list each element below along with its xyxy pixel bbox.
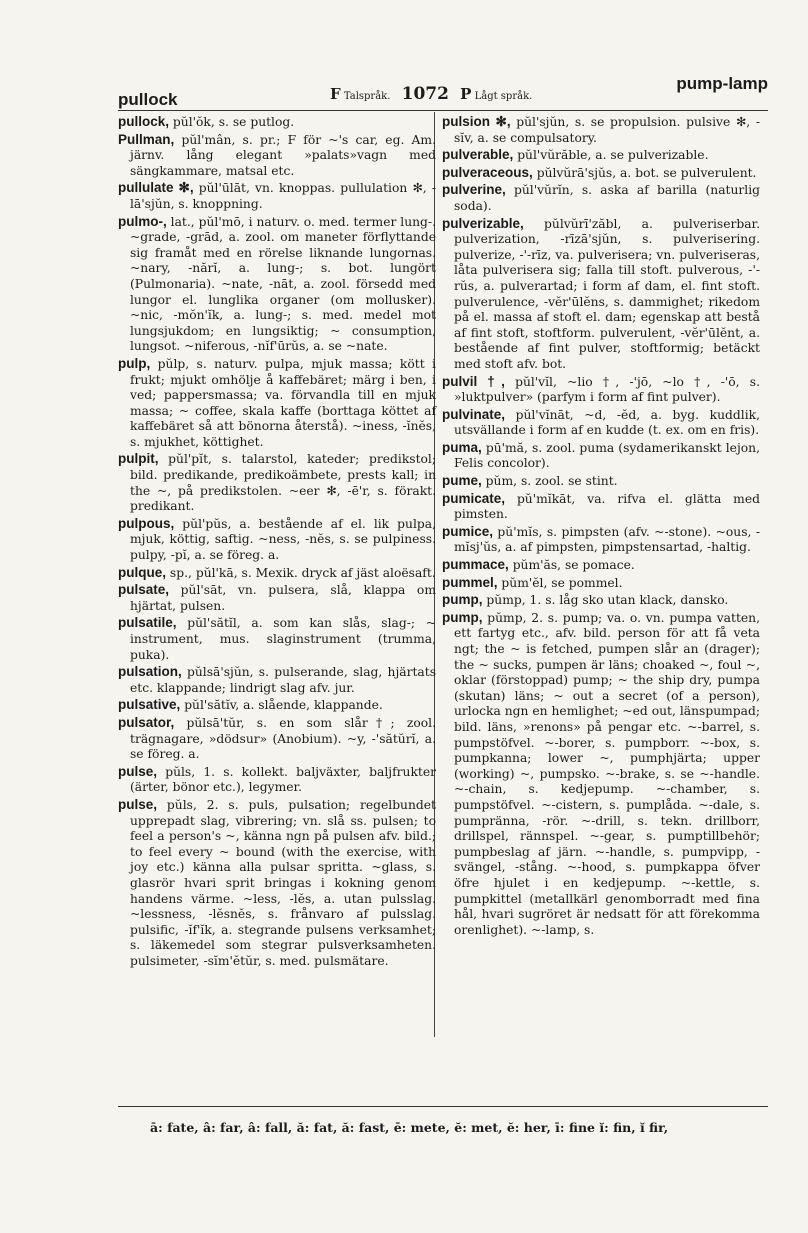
header-center bbox=[330, 84, 532, 104]
page-number: 1072 bbox=[401, 84, 449, 104]
headword: pulp, bbox=[118, 355, 151, 371]
pronunciation-key: ā: fate, â: far, â: fall, ă: fat, ă: fast, ē: mete, ĕ: met, ĕ: her, ī: fine ĭ: fin, ĭ fir, bbox=[150, 1120, 669, 1135]
definition: pŭls, 1. s. kollekt. baljväxter, baljfrukter (ärter, bönor etc.), legymer. bbox=[130, 764, 436, 795]
entry bbox=[442, 165, 760, 182]
right-column bbox=[442, 114, 760, 939]
definition: pŭl'pŭs, a. bestående af el. lik pulpa, mjuk, köttig, saftig. ~ness, -nĕs, s. se pulpiness. pulpy, -pĭ, a. se föreg. a. bbox=[130, 516, 436, 563]
headword: Pullman, bbox=[118, 131, 175, 147]
header-left-word: pullock bbox=[118, 90, 178, 109]
entry bbox=[118, 715, 436, 763]
definition: pŭl'sătĭl, a. som kan slås, slag-; ~ instrument, mus. slaginstrument (trumma, puka). bbox=[130, 616, 436, 662]
entry bbox=[442, 114, 760, 146]
entry bbox=[442, 440, 760, 472]
entry bbox=[442, 473, 760, 490]
footer-rule bbox=[118, 1106, 768, 1107]
definition: pŭl'ŏk, s. se putlog. bbox=[169, 115, 295, 129]
headword: pume, bbox=[442, 473, 482, 489]
entry bbox=[442, 147, 760, 164]
definition: pŭmp, 2. s. pump; va. o. vn. pumpa vatten, ett fartyg etc., afv. bild. person för att få veta ngt; the ~ is fetched, pumpen slår an (drager); the ~ sucks, pumpen är läns; choaked ~, foul ~, oklar (förstoppad) pump; ~ the ship dry, pumpa (skutan) läns; ~ out a secret (of a person), urlocka ngn en hemlighet; ~ed out, länspumpad; bild. läns, »renons» på pengar etc. ~-barrel, s. pumpstöfvel. ~-borer, s. pumpborr. ~-box, s. pumpkanna; lower ~, pumphjärta; upper (working) ~, pumpsko. ~-brake, s. se ~-handle. ~-chain, s. kedjepump. ~-chamber, s. pumpstöfvel. ~-cistern, s. pumplåda. ~-dale, s. pumpränna, -rör. ~-drill, s. tekn. drillborr, drillspel, rännspel. ~-gear, s. pumptillbehör; pumpbeslag af järn. ~-handle, s. pumpvipp, -svängel, -stång. ~-hood, s. pumpkappa öfver öfre hjulet i en kedjepump. ~-kettle, s. pumpkittel (metallkärl genomborradt med fina hål, hvari sugröret är nedsatt för att förekomma orenlighet). ~-lamp, s. bbox=[454, 610, 760, 937]
definition: pŭm, s. zool. se stint. bbox=[481, 474, 618, 489]
definition: pŭlp, s. naturv. pulpa, mjuk massa; kött i frukt; mjukt omhölje å kaffebäret; märg i ben, i ved; pappersmassa; va. förvandla till en mjuk massa; ~ coffee, skala kaffe (borttaga köttet af kaffebäret så att bönorna återstå). ~iness, -ĭnĕs, s. mjukhet, köttighet. bbox=[130, 356, 436, 449]
headword: pummace, bbox=[442, 557, 509, 573]
entry bbox=[442, 610, 760, 938]
definition: pŭl'sjŭn, s. se propulsion. pulsive ✻, -sĭv, a. se compulsatory. bbox=[454, 115, 760, 145]
headword: pulsate, bbox=[118, 582, 170, 598]
headword: pumicate, bbox=[442, 490, 506, 506]
header-right-word: pump-lamp bbox=[676, 74, 768, 93]
definition: lat., pŭl'mō, i naturv. o. med. termer lung-. ~grade, -grād, a. zool. om maneter förflyttande sig framåt med en rörelse liknande lungornas. ~nary, -nărĭ, a. lung-; s. bot. lungört (Pulmonaria). ~nate, -nāt, a. zool. försedd med lungor el. lunglika organer (om mollusker). ~nic, -mŏn'ĭk, a. lung-; s. med. medel mot lungsjukdom; en lungsiktig; ~ consumption, lungsot. ~niferous, -nĭf'ūrŭs, a. se ~nate. bbox=[130, 214, 436, 354]
entry bbox=[118, 582, 436, 614]
entry bbox=[442, 592, 760, 609]
legend-f-text: Talspråk. bbox=[343, 91, 391, 102]
headword: pulverine, bbox=[442, 182, 506, 198]
entry bbox=[118, 565, 436, 582]
headword: pulsion ✻, bbox=[442, 114, 511, 129]
definition: pŭlvŭrī'zăbl, a. pulveriserbar. pulverization, -rīzā'sjŭn, s. pulverisering. pulverize, -'-rīz, va. pulverisera; vn. pulveriseras, låta pulverisera sig; falla till stoft. pulverous, -'-rŭs, a. pulverartad; i form af dam, el. fint stoft. pulverulence, -vĕr'ūlĕns, s. dammighet; rikedom på el. massa af stoft el. dam; egenskap att bestå af fint stoft, stoftform. pulverulent, -vĕr'ūlĕnt, a. bestående af fint pulver, stoftformig; betäckt med stoft afv. bot. bbox=[454, 216, 760, 371]
definition: pŭl'mân, s. pr.; F för ~'s car, eg. Am. järnv. lång elegant »palats»vagn med sängkammare, matsal etc. bbox=[130, 132, 436, 178]
definition: pŭlvŭrā'sjŭs, a. bot. se pulverulent. bbox=[532, 165, 757, 180]
entry bbox=[118, 356, 436, 451]
entry bbox=[118, 664, 436, 696]
headword: pulse, bbox=[118, 796, 158, 812]
entry bbox=[118, 615, 436, 663]
headword: pullulate ✻, bbox=[118, 180, 194, 196]
entry bbox=[118, 132, 436, 180]
entry bbox=[442, 374, 760, 406]
header-rule bbox=[118, 110, 768, 111]
definition: pŭl'sāt, vn. pulsera, slå, klappa om hjärtat, pulsen. bbox=[130, 583, 436, 613]
definition: sp., pŭl'kā, s. Mexik. dryck af jäst aloësaft. bbox=[166, 565, 436, 580]
headword: pulveraceous, bbox=[442, 164, 533, 180]
entry bbox=[442, 557, 760, 574]
headword: pummel, bbox=[442, 574, 498, 590]
headword: pulsative, bbox=[118, 697, 181, 713]
headword: pumice, bbox=[442, 523, 494, 539]
definition: pŭls, 2. s. puls, pulsation; regelbundet upprepadt slag, vibrering; vn. slå ss. pulsen; to feel a person's ~, känna ngn på pulsen afv. bild.; to feel every ~ bound (with the exercise, with joy etc.) känna alla pulsar spritta. ~glass, s. glasrör hvari sprit bringas i kokning genom handens värme. ~less, -lĕs, a. utan pulsslag. ~lessness, -lĕsnĕs, s. frånvaro af pulsslag. pulsific, -ĭf'ĭk, a. stegrande pulsens verksamhet; s. läkemedel som stegrar pulsverksamheten. pulsimeter, -sĭm'ĕtŭr, s. med. pulsmätare. bbox=[130, 797, 436, 968]
definition: pŭl'sătĭv, a. slående, klappande. bbox=[180, 698, 383, 713]
definition: pŭl'vĭnāt, ~d, -ĕd, a. byg. kuddlik, utsvällande i form af en kudde (t. ex. om en fris). bbox=[454, 407, 760, 438]
headword: pump, bbox=[442, 609, 483, 625]
left-column bbox=[118, 114, 436, 970]
headword: pullock, bbox=[118, 114, 170, 129]
definition: pŭ'mĭkāt, va. rifva el. glätta med pimsten. bbox=[454, 491, 760, 522]
headword: pulverable, bbox=[442, 147, 514, 163]
headword: pulse, bbox=[118, 763, 158, 779]
headword: pulsator, bbox=[118, 714, 175, 730]
page-header bbox=[118, 72, 768, 109]
entry bbox=[442, 524, 760, 556]
entry bbox=[118, 516, 436, 564]
definition: pŭl'ūlāt, vn. knoppas. pullulation ✻, -lā'sjŭn, s. knoppning. bbox=[130, 181, 436, 211]
headword: pulvinate, bbox=[442, 406, 506, 422]
headword: pulsation, bbox=[118, 664, 182, 680]
entry bbox=[118, 451, 436, 514]
definition: pŭlsā'tŭr, s. en som slår†; zool. trägnagare, »dödsur» (Anobium). ~y, -'sătŭrĭ, a. se föreg. a. bbox=[130, 715, 436, 762]
entry bbox=[442, 491, 760, 523]
legend-f-letter: F bbox=[330, 85, 341, 103]
headword: pulmo-, bbox=[118, 213, 167, 229]
definition: pŭmp, 1. s. låg sko utan klack, dansko. bbox=[482, 593, 729, 608]
entry bbox=[118, 180, 436, 212]
entry bbox=[442, 182, 760, 214]
legend-p-text: Lågt språk. bbox=[474, 91, 533, 102]
definition: pŭl'pĭt, s. talarstol, kateder; predikstol; bild. predikande, predikoämbete, prests kall; in the ~, på predikstolen. ~eer ✻, -ē'r, s. förakt. predikant. bbox=[130, 452, 436, 514]
headword: pulvil †, bbox=[442, 373, 505, 389]
headword: pulque, bbox=[118, 564, 166, 580]
headword: pulverizable, bbox=[442, 215, 524, 231]
entry bbox=[442, 575, 760, 592]
entry bbox=[118, 214, 436, 355]
definition: pŭlsā'sjŭn, s. pulserande, slag, hjärtats etc. klappande; lindrigt slag afv. jur. bbox=[130, 665, 436, 695]
legend-p-letter: P bbox=[460, 85, 472, 103]
entry bbox=[442, 216, 760, 373]
headword: puma, bbox=[442, 439, 482, 455]
headword: pump, bbox=[442, 592, 483, 608]
definition: pŭl'vĭl, ~lio †, -'jō, ~lo †, -'ō, s. »luktpulver» (parfym i form af fint pulver). bbox=[454, 374, 760, 405]
definition: pŭm'ĕl, se pommel. bbox=[497, 575, 623, 590]
definition: pŭl'vŭrăble, a. se pulverizable. bbox=[513, 148, 709, 163]
headword: pulsatile, bbox=[118, 615, 177, 631]
entry bbox=[442, 407, 760, 439]
headword: pulpous, bbox=[118, 515, 175, 531]
definition: pŭl'vŭrĭn, s. aska af barilla (naturlig soda). bbox=[454, 183, 760, 213]
definition: pŭ'mĭs, s. pimpsten (afv. ~-stone). ~ous, -mĭsj'ŭs, a. af pimpsten, pimpstensartad, -haltig. bbox=[454, 524, 760, 555]
headword: pulpit, bbox=[118, 451, 159, 467]
definition: pū'mă, s. zool. puma (sydamerikanskt lejon, Felis concolor). bbox=[454, 440, 760, 471]
definition: pŭm'ăs, se pomace. bbox=[508, 558, 635, 573]
entry bbox=[118, 797, 436, 970]
entry bbox=[118, 114, 436, 131]
entry bbox=[118, 764, 436, 796]
entry bbox=[118, 697, 436, 714]
